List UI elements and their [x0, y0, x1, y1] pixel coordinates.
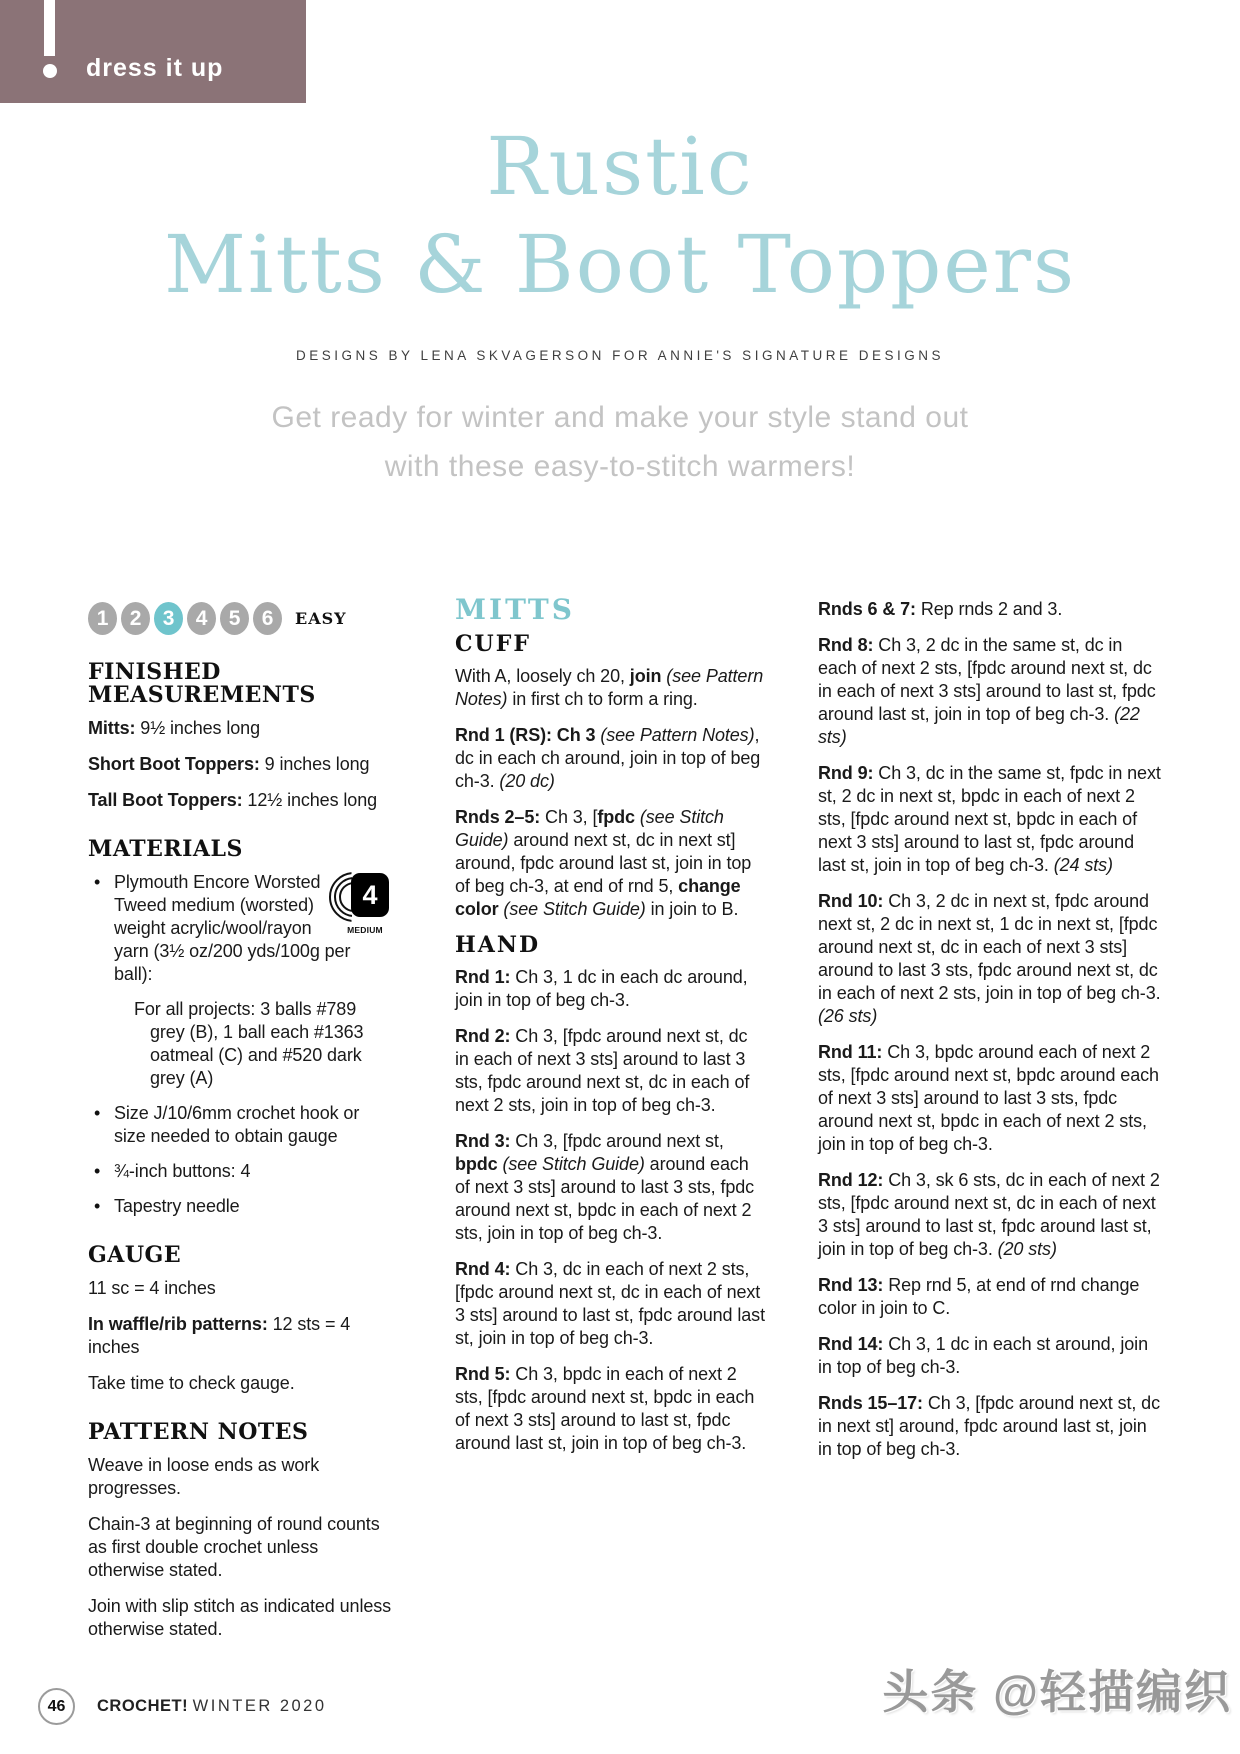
- hand-paragraphs: [455, 966, 765, 1455]
- pattern-round: Rnd 4: Ch 3, dc in each of next 2 sts, [fpdc around next st, dc in each of next 3 sts] around to last st, fpdc around last st, join in top of beg ch-3.: [455, 1259, 765, 1348]
- pattern-note: Join with slip stitch as indicated unless otherwise stated.: [88, 1596, 392, 1639]
- pattern-round: Rnd 8: Ch 3, 2 dc in the same st, dc in each of next 2 sts, [fpdc around next st, dc in each of next 3 sts] around to last st, fpdc around last st, join in top of beg ch-3. (22 sts): [818, 635, 1156, 747]
- materials-item-yarn: [88, 871, 393, 986]
- skill-level-circle: 1: [88, 602, 117, 635]
- measurement-item: Mitts: 9½ inches long: [88, 718, 260, 738]
- pattern-round: Rnd 1: Ch 3, 1 dc in each dc around, join in top of beg ch-3.: [455, 967, 748, 1010]
- pattern-round: Rnd 2: Ch 3, [fpdc around next st, dc in each of next 3 sts] around to last 3 sts, fpdc around next st, dc in each of next 2 sts, join in top of beg ch-3.: [455, 1026, 750, 1115]
- gauge-paragraph: Take time to check gauge.: [88, 1373, 295, 1393]
- measurement-item: Tall Boot Toppers: 12½ inches long: [88, 790, 378, 810]
- pattern-round: Rnds 6 & 7: Rep rnds 2 and 3.: [818, 599, 1063, 619]
- right-column: [818, 598, 1163, 1474]
- mitts-heading: MITTS: [455, 593, 575, 626]
- materials-subitem: [88, 998, 393, 1090]
- skill-level-circle: 3: [154, 602, 183, 635]
- materials-item-needle: [88, 1195, 393, 1218]
- page-footer: [38, 1688, 327, 1725]
- title-line-1: Rustic: [486, 120, 754, 213]
- magazine-issue: [97, 1697, 327, 1716]
- skill-label: EASY: [295, 609, 347, 628]
- yarn-weight-label: MEDIUM: [347, 925, 383, 935]
- pattern-round: Rnd 14: Ch 3, 1 dc in each st around, join in top of beg ch-3.: [818, 1334, 1148, 1377]
- pattern-note: Chain-3 at beginning of round counts as first double crochet unless otherwise stated.: [88, 1514, 380, 1580]
- yarn-weight-icon: [331, 873, 393, 935]
- pattern-round: Rnds 15–17: Ch 3, [fpdc around next st, dc in next st] around, fpdc around last st, join in top of beg ch-3.: [818, 1393, 1160, 1459]
- magazine-name: CROCHET!: [97, 1697, 189, 1715]
- tagline-line-2: with these easy-to-stitch warmers!: [384, 450, 856, 483]
- skill-level-circle: 4: [187, 602, 216, 635]
- title-line-2: Mitts & Boot Toppers: [164, 218, 1076, 311]
- materials-item-buttons: [88, 1160, 393, 1183]
- gauge-paragraph: 11 sc = 4 inches: [88, 1278, 216, 1298]
- right-column-paragraphs: [818, 598, 1163, 1461]
- issue-label: WINTER 2020: [192, 1697, 327, 1715]
- materials-heading: MATERIALS: [88, 836, 243, 862]
- pattern-round: Rnds 2–5: Ch 3, [fpdc (see Stitch Guide) around next st, dc in next st] around, fpdc around last st, join in top of beg ch-3, at end of rnd 5, change color (see Stitch Guide) in join to B.: [455, 807, 752, 919]
- exclamation-icon: [44, 0, 55, 56]
- tagline: [0, 393, 1240, 491]
- pattern-round: Rnd 12: Ch 3, sk 6 sts, dc in each of next 2 sts, [fpdc around next st, dc in each of next 3 sts] around to last st, fpdc around last st, join in top of beg ch-3. (20 sts): [818, 1170, 1160, 1259]
- pattern-round: Rnd 1 (RS): Ch 3 (see Pattern Notes), dc in each ch around, join in top of beg ch-3. (20 dc): [455, 725, 761, 791]
- tagline-line-1: Get ready for winter and make your style stand out: [271, 401, 969, 434]
- section-banner: [0, 0, 306, 103]
- exclamation-dot-icon: [43, 64, 57, 78]
- gauge-heading: GAUGE: [88, 1242, 182, 1268]
- skill-level-indicator: [88, 602, 393, 635]
- measurement-item: Short Boot Toppers: 9 inches long: [88, 754, 370, 774]
- gauge-paragraphs: [88, 1277, 393, 1395]
- materials-text: Plymouth Encore Worsted Tweed medium (worsted) weight acrylic/wool/rayon yarn (3½ oz/200 yds/100g per ball):: [114, 872, 351, 984]
- pattern-round: With A, loosely ch 20, join (see Pattern Notes) in first ch to form a ring.: [455, 666, 764, 709]
- yarn-weight-number: • 4: [351, 873, 389, 917]
- pattern-round: Rnd 5: Ch 3, bpdc in each of next 2 sts, [fpdc around next st, bpdc in each of next 3 sts] around to last st, fpdc around last st, join in top of beg ch-3.: [455, 1364, 755, 1453]
- pattern-notes-paragraphs: [88, 1454, 393, 1641]
- cuff-heading: CUFF: [455, 631, 531, 657]
- banner-label: dress it up: [86, 54, 224, 82]
- skill-level-circle: 2: [121, 602, 150, 635]
- pattern-notes-heading: PATTERN NOTES: [88, 1419, 309, 1445]
- skill-circles: [88, 602, 286, 635]
- materials-text: For all projects: 3 balls #789 grey (B), 1 ball each #1363 oatmeal (C) and #520 dark grey (A): [134, 999, 364, 1088]
- skill-level-circle: 6: [253, 602, 282, 635]
- cuff-paragraphs: [455, 665, 765, 921]
- page-number: 46: [38, 1688, 75, 1725]
- materials-text: Size J/10/6mm crochet hook or size needed to obtain gauge: [114, 1103, 360, 1146]
- materials-text: Tapestry needle: [114, 1196, 240, 1216]
- measurements-list: [88, 717, 393, 812]
- middle-column: [455, 593, 765, 1468]
- article-title: [0, 118, 1240, 314]
- left-column: [88, 598, 393, 1654]
- pattern-round: Rnd 10: Ch 3, 2 dc in next st, fpdc around next st, 2 dc in next st, 1 dc in next st, [fpdc around next st, dc in each of next 3 sts] around to last 3 sts, fpdc around next st, dc in each of next 2 sts, join in top of beg ch-3. (26 sts): [818, 891, 1161, 1026]
- pattern-round: Rnd 13: Rep rnd 5, at end of rnd change color in join to C.: [818, 1275, 1140, 1318]
- gauge-paragraph: In waffle/rib patterns: 12 sts = 4 inches: [88, 1314, 351, 1357]
- finished-measurements-heading: FINISHED MEASUREMENTS: [88, 659, 316, 708]
- watermark: 头条 @轻描编织: [882, 1666, 1232, 1718]
- materials-text: ¾-inch buttons: 4: [114, 1161, 251, 1181]
- pattern-note: Weave in loose ends as work progresses.: [88, 1455, 320, 1498]
- skill-level-circle: 5: [220, 602, 249, 635]
- pattern-round: Rnd 11: Ch 3, bpdc around each of next 2 sts, [fpdc around next st, bpdc around each of next 3 sts] around to last 3 sts, fpdc around next st, bpdc in each of next 2 sts, join in top of beg ch-3.: [818, 1042, 1159, 1154]
- hand-heading: HAND: [455, 932, 541, 958]
- pattern-round: Rnd 3: Ch 3, [fpdc around next st, bpdc (see Stitch Guide) around each of next 3 sts] around to last 3 sts, fpdc around next st, bpdc in each of next 2 sts, join in top of beg ch-3.: [455, 1131, 755, 1243]
- pattern-round: Rnd 9: Ch 3, dc in the same st, fpdc in next st, 2 dc in next st, bpdc in each of next 2 sts, [fpdc around next st, bpdc in each of next 3 sts] around to last st, fpdc around last st, join in top of beg ch-3. (24 sts): [818, 763, 1161, 875]
- materials-item-hook: [88, 1102, 393, 1148]
- byline: DESIGNS BY LENA SKVAGERSON FOR ANNIE'S SIGNATURE DESIGNS: [296, 348, 944, 363]
